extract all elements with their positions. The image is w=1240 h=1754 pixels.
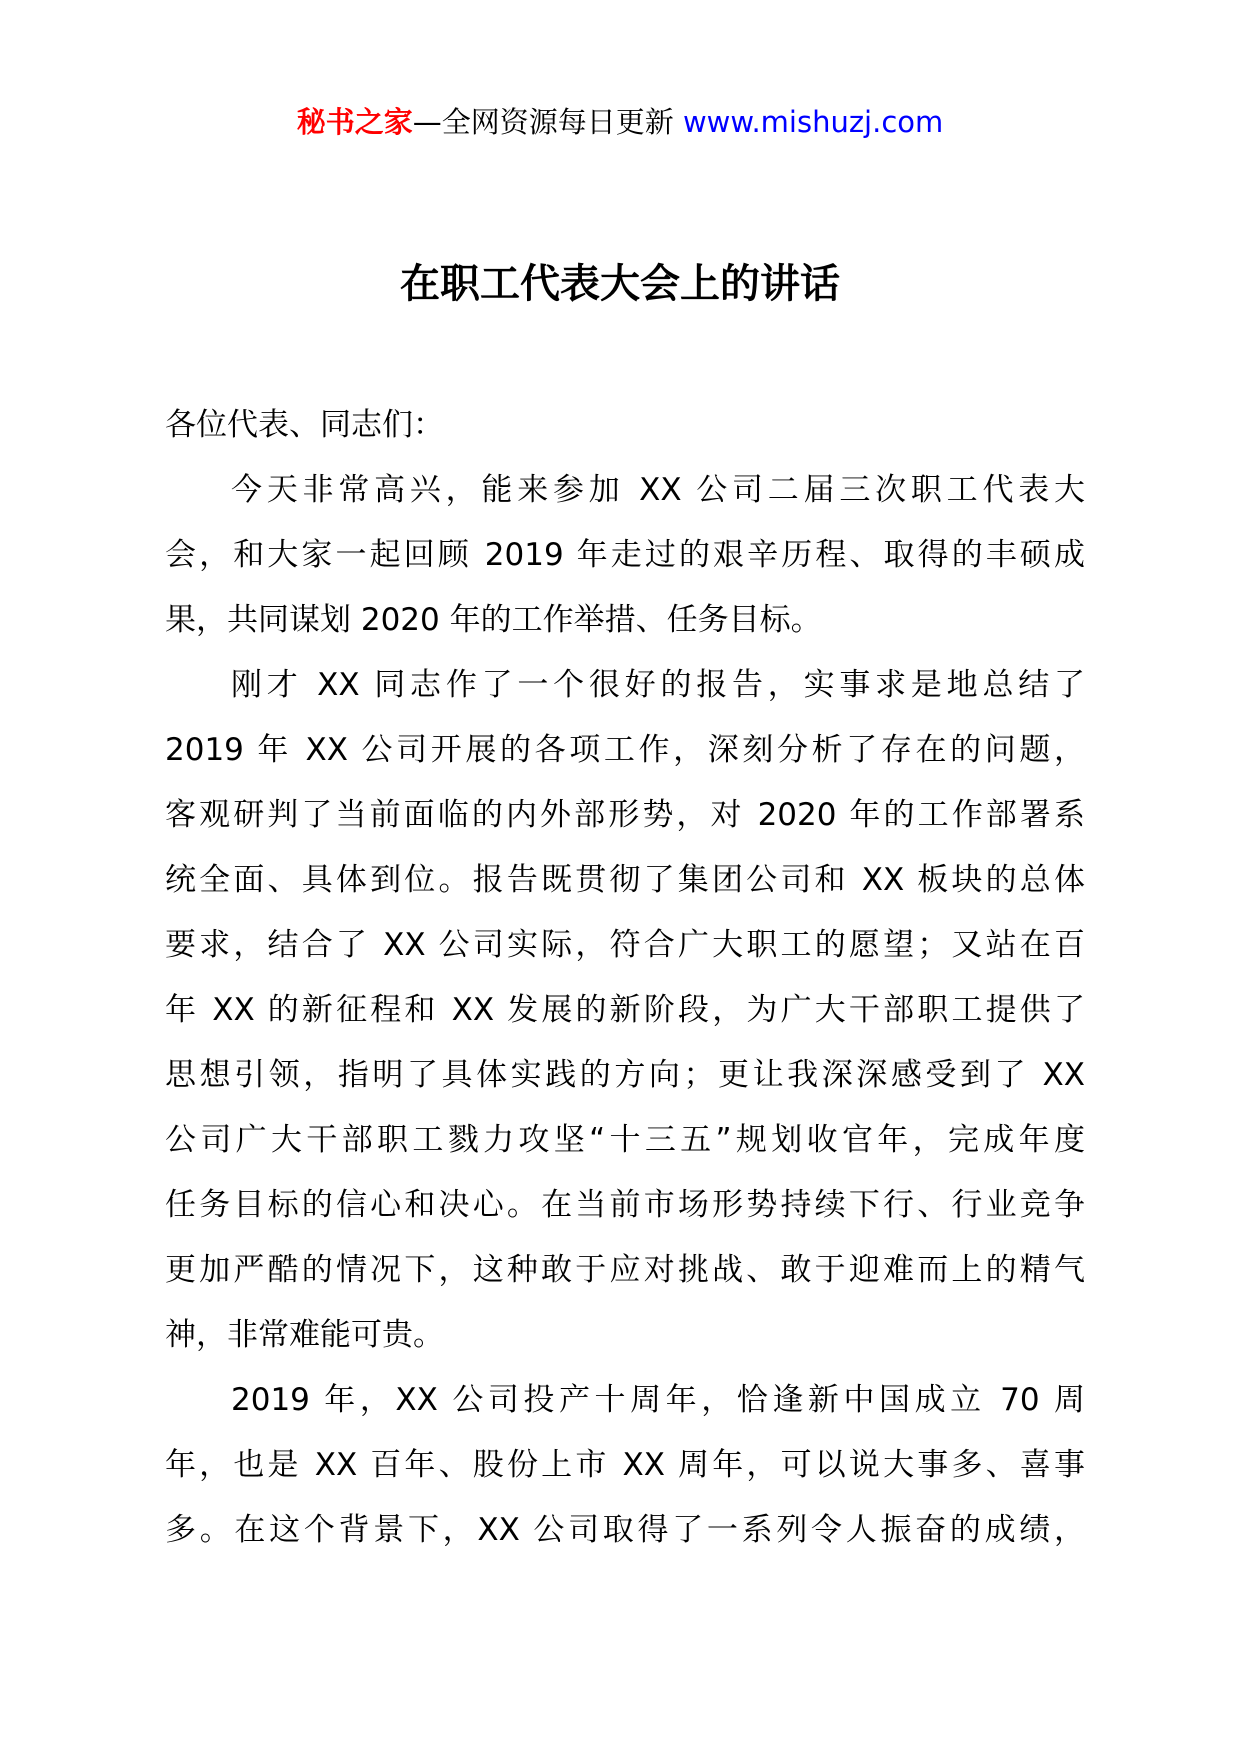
paragraph-2 bbox=[165, 653, 1085, 1368]
paragraph-line: 今天非常高兴，能来参加 XX 公司二届三次职工代表大 bbox=[231, 472, 1085, 508]
paragraph-line: 刚才 XX 同志作了一个很好的报告，实事求是地总结了 bbox=[231, 667, 1085, 703]
paragraph-3 bbox=[165, 1368, 1085, 1563]
paragraph-line: 年，也是 XX 百年、股份上市 XX 周年，可以说大事多、喜事 bbox=[165, 1447, 1085, 1483]
paragraph-line: 2019 年 XX 公司开展的各项工作，深刻分析了存在的问题， bbox=[165, 732, 1085, 768]
paragraph-line: 会，和大家一起回顾 2019 年走过的艰辛历程、取得的丰硕成 bbox=[165, 537, 1085, 573]
document-body bbox=[165, 393, 1085, 1563]
paragraph-line: 思想引领，指明了具体实践的方向；更让我深深感受到了 XX bbox=[165, 1057, 1085, 1093]
paragraph-line: 客观研判了当前面临的内外部形势，对 2020 年的工作部署系 bbox=[165, 797, 1085, 833]
paragraph-line: 统全面、具体到位。报告既贯彻了集团公司和 XX 板块的总体 bbox=[165, 862, 1085, 898]
paragraph-line: 年 XX 的新征程和 XX 发展的新阶段，为广大干部职工提供了 bbox=[165, 992, 1085, 1028]
paragraph-line: 多。在这个背景下，XX 公司取得了一系列令人振奋的成绩， bbox=[165, 1512, 1085, 1548]
salutation: 各位代表、同志们： bbox=[165, 407, 444, 443]
paragraph-line: 要求，结合了 XX 公司实际，符合广大职工的愿望；又站在百 bbox=[165, 927, 1085, 963]
paragraph-1 bbox=[165, 458, 1085, 653]
brand-name: 秘书之家 bbox=[296, 105, 413, 139]
header-tagline: —全网资源每日更新 bbox=[412, 105, 674, 139]
paragraph-line: 公司广大干部职工戮力攻坚“十三五”规划收官年，完成年度 bbox=[165, 1122, 1085, 1158]
paragraph-line: 果，共同谋划 2020 年的工作举措、任务目标。 bbox=[165, 602, 822, 638]
site-header bbox=[0, 102, 1240, 142]
document-title: 在职工代表大会上的讲话 bbox=[400, 261, 840, 307]
paragraph-line: 2019 年，XX 公司投产十周年，恰逢新中国成立 70 周 bbox=[231, 1382, 1085, 1418]
paragraph-line: 更加严酷的情况下，这种敢于应对挑战、敢于迎难而上的精气 bbox=[165, 1252, 1085, 1288]
paragraph-line: 神，非常难能可贵。 bbox=[165, 1317, 444, 1353]
paragraph-line: 任务目标的信心和决心。在当前市场形势持续下行、行业竞争 bbox=[165, 1187, 1085, 1223]
header-url-link[interactable]: www.mishuzj.com bbox=[682, 105, 944, 139]
